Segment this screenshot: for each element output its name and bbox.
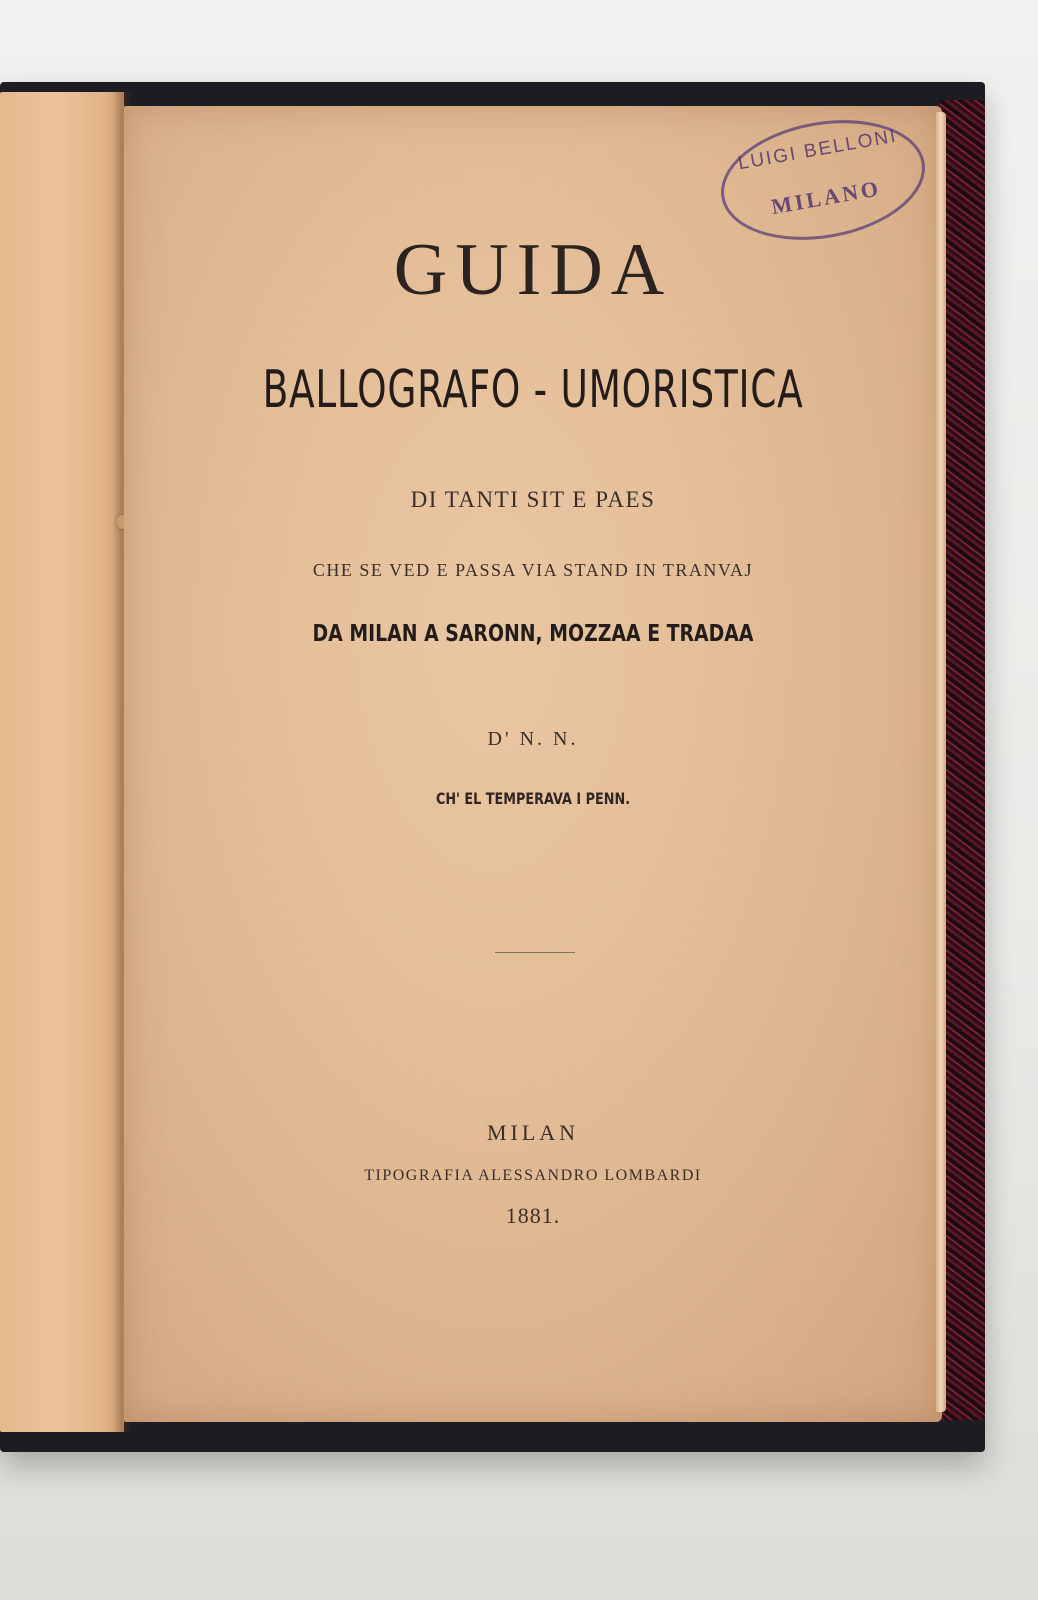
subtitle-line-1: DI TANTI SIT E PAES	[410, 487, 656, 512]
divider-rule	[495, 952, 575, 953]
stamp-owner-text: LUIGI BELLONI	[736, 125, 899, 175]
book-subtitle: BALLOGRAFO - UMORISTICA	[262, 360, 804, 420]
imprint-printer: TIPOGRAFIA ALESSANDRO LOMBARDI	[364, 1167, 702, 1184]
left-flyleaf-page	[0, 92, 124, 1432]
subtitle-line-3: DA MILAN A SARONN, MOZZAA E TRADAA	[312, 621, 754, 647]
marbled-cover-edge	[940, 100, 985, 1420]
imprint-place: MILAN	[486, 1120, 580, 1145]
subtitle-line-2: CHE SE VED E PASSA VIA STAND IN TRANVAJ	[312, 560, 754, 580]
book-title: GUIDA	[393, 229, 673, 311]
imprint-year: 1881.	[505, 1203, 561, 1228]
author-line: D' N. N.	[487, 728, 579, 750]
author-note: CH' EL TEMPERAVA I PENN.	[435, 789, 631, 808]
stamp-city-text: MILANO	[769, 175, 883, 220]
